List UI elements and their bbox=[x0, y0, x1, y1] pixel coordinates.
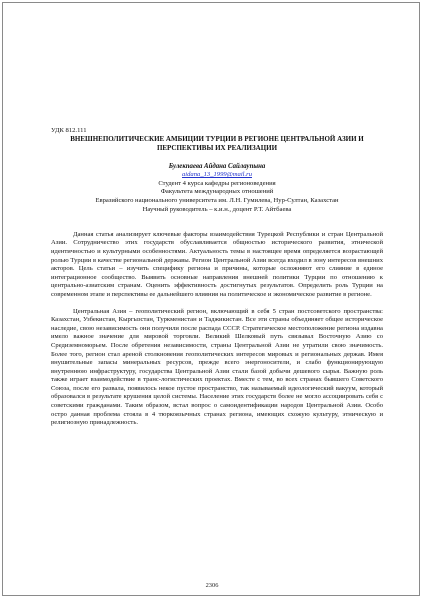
page-number: 2306 bbox=[205, 582, 219, 589]
affiliation-line-2: Факультета международных отношений bbox=[160, 188, 274, 196]
page-frame bbox=[2, 2, 420, 596]
paragraph-central-asia: Центральная Азия – геополитический регион, включающий в себя 5 стран постсоветского пространства: Казахстан, Узбекистан, Кыргызстан, Туркменистан и Таджикистан. Все эти страны объединяет общее историческое наследие, свою независимость они получили после распада СССР. Стратегическое местоположение региона издавна имело важное значение для мировой торговли. Великий Шелковый путь связывал Восточную Азию со Средиземноморьем. После обретения независимости, страны Центральной Азии не утратили свою значимость. Более того, регион стал ареной столкновения геополитических интересов мировых и региональных держав. Имея внушительные запасы минеральных ресурсов, прежде всего энергоносители, и слабо функционирующую внутреннюю инфраструктуру, государства Центральной Азии стали базой добычи дешевого сырья. Важную роль также играет взаимодействие в транс-логистических проектах. Вместе с тем, во всех странах бывшего Советского Союза, после его развала, появилось некое пустое пространство, так называемый идеологический вакуум, который образовался в результате крушения целой системы. Население этих государств более не могло ассоциировать себя с советскими гражданами. Таким образом, встал вопрос о самоидентификации народов Центральной Азии. Особо остро данная проблема стояла в 4 тюркоязычных странах региона, имеющих схожую культуру, этническую и религиозную принадлежность. bbox=[51, 307, 383, 427]
udk-code: УДК 812.111 bbox=[51, 127, 87, 134]
affiliation-line-1: Студент 4 курса кафедры регионоведения bbox=[158, 179, 276, 187]
author-name: Булекпаева Айдана Сайлаупына bbox=[168, 163, 266, 170]
affiliation-line-3: Евразийского национального университета им. Л.Н. Гумилева, Нур-Султан, Казахстан bbox=[95, 197, 339, 205]
article-title: ВНЕШНЕПОЛИТИЧЕСКИЕ АМБИЦИИ ТУРЦИИ В РЕГИОНЕ ЦЕНТРАЛЬНОЙ АЗИИ И ПЕРСПЕКТИВЫ ИХ РЕАЛИЗАЦИИ bbox=[70, 135, 364, 153]
paragraph-abstract: Данная статья анализирует ключевые факторы взаимодействия Турецкой Республики и стран Центральной Азии. Сотрудничество этих государств обуславливается общностью исторического развития, этнической идентичностью и культурными особенностями. Актуальность темы в настоящее время определяется возрастающей ролью Турции в качестве региональной державы. Регион Центральной Азии всегда входил в зону интересов внешних акторов. Цель статьи – изучить специфику региона и причины, которые осложняют его слияние в единое интеграционное сообщество. Выявить основные направления внешней политики Турции по отношению к центрально-азиатским странам. Оценить эффективность достигнутых результатов. Определить роль Турции на современном этапе и перспективы ее дальнейшего влияния на политическое и экономическое развитие в регионе. bbox=[51, 230, 383, 298]
author-email-link[interactable]: aidana_13_1999@mail.ru bbox=[182, 171, 252, 178]
supervisor-line: Научный руководитель – к.и.н., доцент Р.Т. Айтбаева bbox=[142, 205, 292, 213]
article-body bbox=[51, 127, 383, 428]
